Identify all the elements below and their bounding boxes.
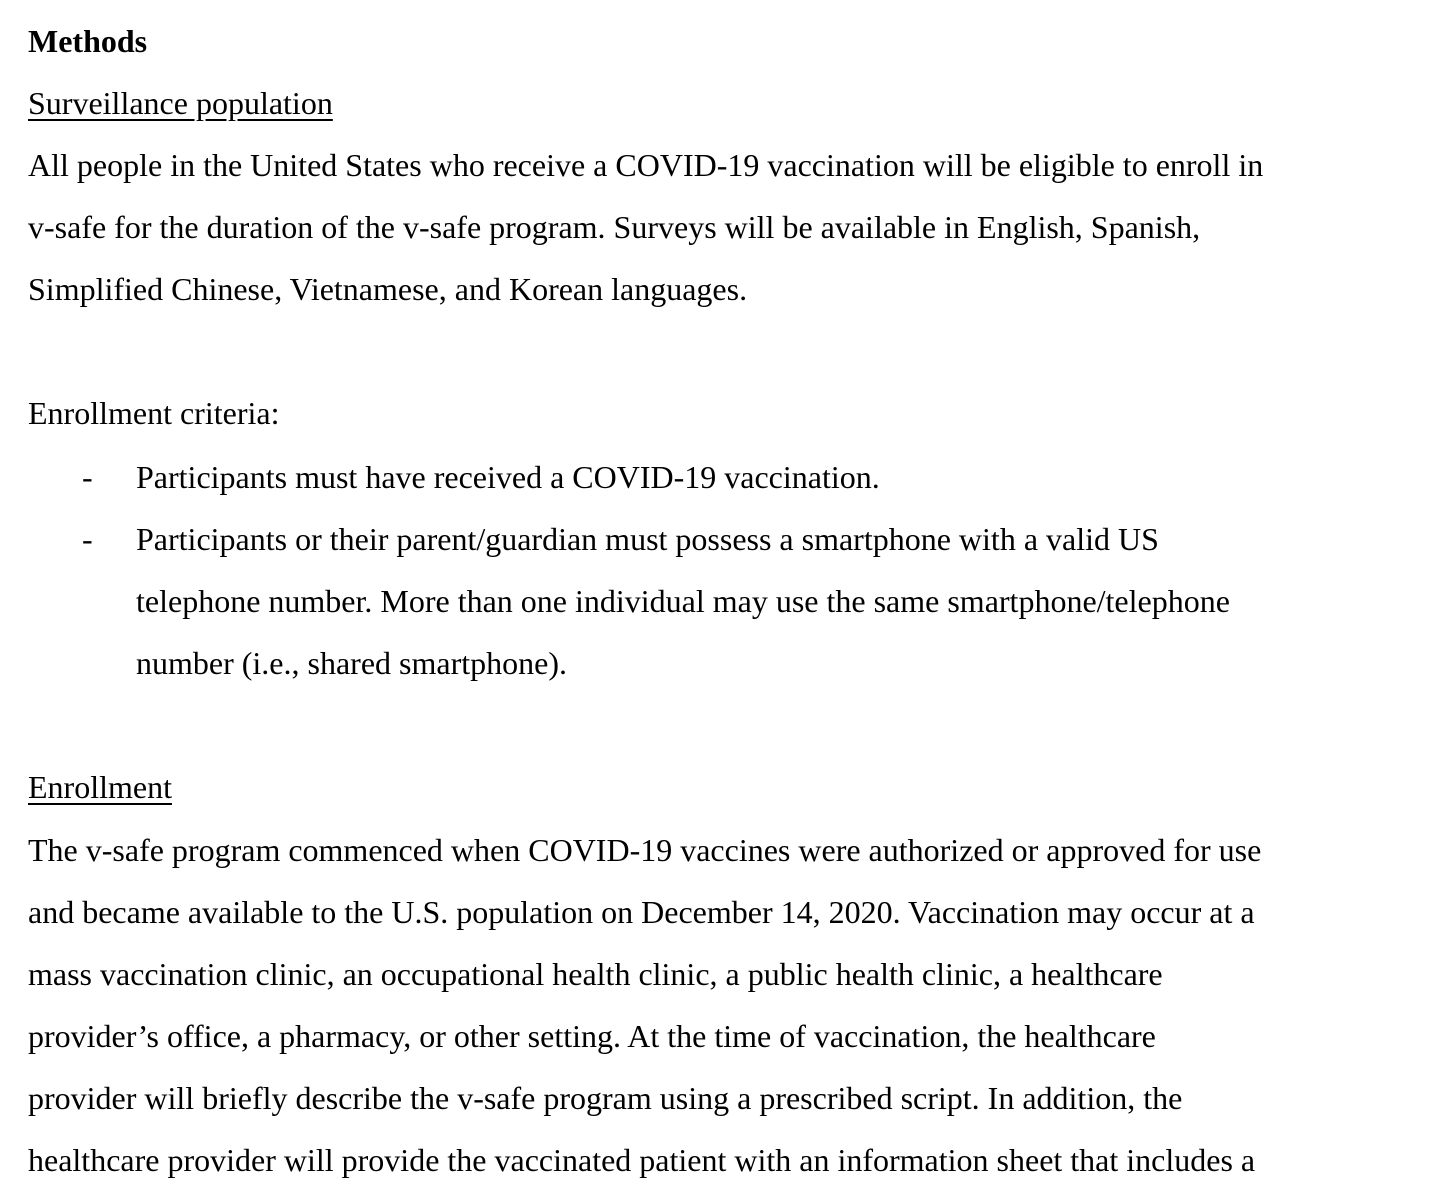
paragraph-line: healthcare provider will provide the vaccinated patient with an information sheet that includes a: [28, 1142, 1256, 1178]
paragraph-line: v-safe for the duration of the v-safe program. Surveys will be available in English, Spanish,: [28, 209, 1201, 245]
subheading-surveillance-population: Surveillance population: [28, 85, 333, 121]
bullet-dash: -: [82, 459, 93, 495]
bullet-item-line: telephone number. More than one individual may use the same smartphone/telephone: [136, 583, 1230, 619]
paragraph-line: Simplified Chinese, Vietnamese, and Korean languages.: [28, 271, 748, 307]
enrollment-criteria-label: Enrollment criteria:: [28, 395, 280, 431]
bullet-dash: -: [82, 521, 93, 557]
subheading-enrollment: Enrollment: [28, 769, 172, 805]
section-heading-methods: Methods: [28, 23, 148, 59]
paragraph-line: All people in the United States who receive a COVID-19 vaccination will be eligible to enroll in: [28, 147, 1264, 183]
bullet-item-line: number (i.e., shared smartphone).: [136, 645, 567, 681]
bullet-item-line: Participants or their parent/guardian must possess a smartphone with a valid US: [136, 521, 1159, 557]
paragraph-line: The v-safe program commenced when COVID-19 vaccines were authorized or approved for use: [28, 832, 1262, 868]
bullet-item-line: Participants must have received a COVID-19 vaccination.: [136, 459, 880, 495]
paragraph-line: provider’s office, a pharmacy, or other setting. At the time of vaccination, the healthcare: [28, 1018, 1156, 1054]
paragraph-line: and became available to the U.S. population on December 14, 2020. Vaccination may occur at a: [28, 894, 1255, 930]
paragraph-line: provider will briefly describe the v-safe program using a prescribed script. In addition, the: [28, 1080, 1183, 1116]
paragraph-line: mass vaccination clinic, an occupational health clinic, a public health clinic, a healthcare: [28, 956, 1163, 992]
